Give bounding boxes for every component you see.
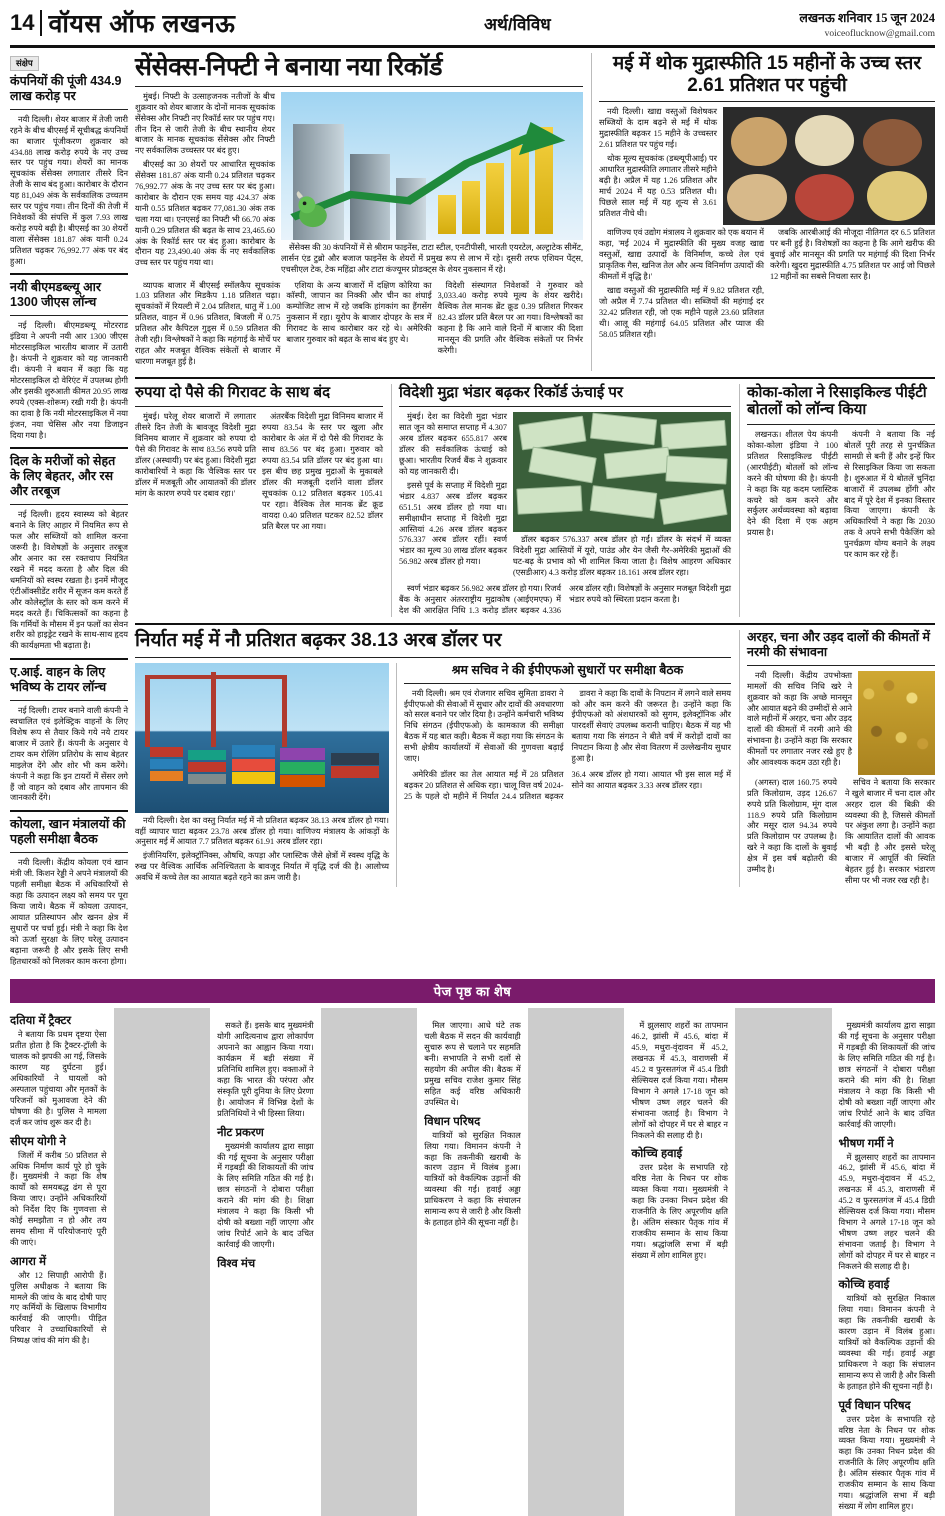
continuation-body: यात्रियों को सुरक्षित निकाल लिया गया। विमानन कंपनी ने कहा कि तकनीकी खराबी के कारण उड़ान में विलंब हुआ। यात्रियों को वैकल्पिक उड़ानों की व्यवस्था की गई। हवाई अड्डा प्राधिकरण ने कहा कि संचालन सामान्य रूप से जारी है और किसी के हताहत होने की सूचना नहीं है। xyxy=(424,1130,521,1227)
sidebar-heading: कोयला, खान मंत्रालयों की पहली समीक्षा बैठक xyxy=(10,817,126,847)
exports-col-0: नयी दिल्ली। देश का वस्तु निर्यात मई में नौ प्रतिशत बढ़कर 38.13 अरब डॉलर हो गया। वहीं व्यापार घाटा बढ़कर 23.78 अरब डॉलर हो गया। वाणिज्य मंत्रालय के आंकड़ों के अनुसार मई में आयात 7.7 प्रतिशत बढ़कर 61.91 अरब डॉलर रहा। xyxy=(135,815,389,847)
inflation-col-4: जबकि आरबीआई की मौजूदा नीतिगत दर 6.5 प्रतिशत पर बनी हुई है। विशेषज्ञों का कहना है कि आगे खरीफ की बुवाई और मानसून की प्रगति पर महंगाई की दिशा निर्भर करेगी। खुदरा मुद्रास्फीति 4.75 प्रतिशत पर आई जो पिछले 12 महीनों का सबसे निचला स्तर है। xyxy=(770,228,935,282)
continuation-heading: नीट प्रकरण xyxy=(217,1126,264,1139)
cocacola-headline: कोका-कोला ने रिसाइकिल्ड पीईटी बोतलों को लॉन्च किया xyxy=(747,383,927,419)
inflation-col-1: थोक मूल्य सूचकांक (डब्ल्यूपीआई) पर आधारित मुद्रास्फीति लगातार तीसरे महीने बढ़ी है। अप्रैल में यह 1.26 प्रतिशत और मार्च 2024 में यह 0.53 प्रतिशत थी। पिछले साल मई में यह शून्य से 3.61 प्रतिशत नीचे थी। xyxy=(599,154,717,218)
forex-headline: विदेशी मुद्रा भंडार बढ़कर रिकॉर्ड ऊंचाई पर xyxy=(399,383,624,401)
continuation-heading: सीएम योगी ने xyxy=(10,1135,66,1148)
dal-col-2: सचिव ने बताया कि सरकार ने खुले बाजार में चना दाल और अरहर दाल की बिक्री की व्यवस्था की है, जिससे कीमतों पर अंकुश लगा है। उन्होंने कहा कि आयातित दालों की आवक भी बढ़ी है और इससे घरेलू बाजार में आपूर्ति की स्थिति बेहतर हुई है। सरकार भंडारण सीमा पर भी नजर रख रही है। xyxy=(845,777,935,885)
inflation-col-0: नयी दिल्ली। खाद्य वस्तुओं विशेषकर सब्जियों के दाम बढ़ने से मई में थोक मुद्रास्फीति बढ़कर 15 महीने के उच्चस्तर 2.61 प्रतिशत पर पहुंच गई। xyxy=(599,107,717,150)
rupee-col-0: मुंबई। घरेलू शेयर बाजारों में लगातार तीसरे दिन तेजी के बावजूद विदेशी मुद्रा विनिमय बाजार में शुक्रवार को रुपया दो पैसे की गिरावट के साथ 83.56 रुपये प्रति डॉलर (अस्थायी) पर बंद हुआ। विदेशी मुद्रा कारोबारियों ने कहा कि 'वैश्विक स्तर पर डॉलर में मजबूती और आयातकों की डॉलर मांग के कारण रुपये पर दबाव रहा।' xyxy=(135,412,256,498)
continuation-heading: विधान परिषद xyxy=(424,1115,481,1128)
sidebar-item-0 xyxy=(10,74,128,268)
forex-col-0: मुंबई। देश का विदेशी मुद्रा भंडार सात जून को समाप्त सप्ताह में 4.307 अरब डॉलर बढ़कर 655.817 अरब डॉलर की सर्वकालिक ऊंचाई को छूआ। भारतीय रिजर्व बैंक ने शुक्रवार को यह जानकारी दी। xyxy=(399,412,507,476)
page-number: 14 xyxy=(10,10,35,35)
exports-story xyxy=(135,630,731,887)
masthead-right xyxy=(799,6,935,41)
forex-story xyxy=(391,384,731,617)
continuation-body: जिलों में करीब 50 प्रतिशत से अधिक निर्माण कार्य पूरे हो चुके हैं। मुख्यमंत्री ने कहा कि शेष कार्यों को समयबद्ध ढंग से पूरा किया जाए। उन्होंने अधिकारियों को निर्देश दिए कि गुणवत्ता से कोई समझौता न हो और तय समय सीमा में परियोजनाएं पूरी की जाएं। xyxy=(10,1150,107,1247)
continuation-band: पेज पृष्ठ का शेष xyxy=(10,979,935,1003)
lead-headline: सेंसेक्स-निफ्टी ने बनाया नया रिकॉर्ड xyxy=(135,52,443,81)
pulses-photo xyxy=(723,107,935,225)
email-address: voiceoflucknow@gmail.com xyxy=(824,28,935,39)
continuation-body: उत्तर प्रदेश के सभापति रहे वरिष्ठ नेता के निधन पर शोक व्यक्त किया गया। मुख्यमंत्री ने कहा कि उनका निधन प्रदेश की राजनीति के लिए अपूरणीय क्षति है। अंतिम संस्कार पैतृक गांव में राजकीय सम्मान के साथ किया गया। श्रद्धांजलि सभा में बड़ी संख्या में लोग शामिल हुए। xyxy=(838,1414,936,1511)
epfo-col-0: नयी दिल्ली। श्रम एवं रोजगार सचिव सुमिता डावरा ने ईपीएफओ की सेवाओं में सुधार और दावों की अवधारणा को सरल बनाने पर जोर दिया है। उन्होंने कर्मचारी भविष्य निधि संगठन (ईपीएफओ) के कामकाज की समीक्षा बैठक में यह बात कही। बैठक में कहा गया कि संगठन के सभी क्षेत्रीय कार्यालयों में सेवाओं की गुणवत्ता बढ़ाई जाए। xyxy=(404,688,564,764)
sidebar-heading: दिल के मरीजों को सेहत के लिए बेहतर, और रस और तरबूज xyxy=(10,454,116,499)
dal-col-0: नयी दिल्ली। केंद्रीय उपभोक्ता मामलों की सचिव निधि खरे ने शुक्रवार को कहा कि अच्छे मानसून और आयात बढ़ने की उम्मीदों से आने वाले महीनों में अरहर, चना और उड़द दालों की कीमतों में नरमी आने की संभावना है। उन्होंने कहा कि सरकार कीमतों पर लगातार नजर रखे हुए है और आवश्यक कदम उठा रही है। xyxy=(747,670,853,768)
sidebar-item-4 xyxy=(10,817,128,967)
cocacola-col-0: लखनऊ। शीतल पेय कंपनी कोका-कोला इंडिया ने 100 प्रतिशत रिसाइकिल्ड पीईटी (आरपीईटी) बोतलों को लॉन्च करने की घोषणा की है। कंपनी ने कहा कि यह कदम प्लास्टिक कचरे को कम करने और सर्कुलर अर्थव्यवस्था को बढ़ावा देने की दिशा में एक अहम प्रयास है। xyxy=(747,430,838,538)
sidebar-column xyxy=(10,53,128,974)
continuation-body: यात्रियों को सुरक्षित निकाल लिया गया। विमानन कंपनी ने कहा कि तकनीकी खराबी के कारण उड़ान में विलंब हुआ। यात्रियों को वैकल्पिक उड़ानों की व्यवस्था की गई। हवाई अड्डा प्राधिकरण ने कहा कि संचालन सामान्य रूप से जारी है और किसी के हताहत होने की सूचना नहीं है। xyxy=(838,1294,936,1391)
continuation-heading: आगरा में xyxy=(10,1255,46,1268)
section-title: अर्थ/विविध xyxy=(484,15,551,34)
rupee-col-1: अंतरबैंक विदेशी मुद्रा विनिमय बाजार में रुपया 83.54 के स्तर पर खुला और कारोबार के अंत में दो पैसे की गिरावट के साथ 83.56 पर बंद हुआ। गुरुवार को रुपया 83.54 प्रति डॉलर पर बंद हुआ था। इस बीच छह प्रमुख मुद्राओं के मुकाबले डॉलर की मजबूती दर्शाने वाला डॉलर सूचकांक 0.12 प्रतिशत बढ़कर 105.41 पर रहा। वैश्विक तेल मानक ब्रेंट क्रूड वायदा 0.40 प्रतिशत घटकर 82.52 डॉलर प्रति बैरल पर आ गया। xyxy=(262,412,383,531)
container-port-photo xyxy=(135,663,389,813)
continuation-heading: कोच्चि हवाई xyxy=(631,1148,683,1161)
forex-col-1: इससे पूर्व के सप्ताह में विदेशी मुद्रा भंडार 4.837 अरब डॉलर बढ़कर 651.51 अरब डॉलर हो गया था। समीक्षाधीन सप्ताह में विदेशी मुद्रा आस्तियां 4.26 अरब डॉलर बढ़कर 576.337 अरब डॉलर रहीं। स्वर्ण भंडार का मूल्य 30 लाख डॉलर बढ़कर 56.982 अरब डॉलर हो गया। xyxy=(399,480,507,567)
cocacola-story xyxy=(739,384,935,617)
lead-col-5: विदेशी संस्थागत निवेशकों ने गुरुवार को 3,033.40 करोड़ रुपये मूल्य के शेयर खरीदे। वैश्विक तेल मानक ब्रेंट क्रूड 0.39 प्रतिशत गिरकर 82.43 डॉलर प्रति बैरल पर आ गया। विश्लेषकों का कहना है कि आने वाले दिनों में बाजार की दिशा मानसून की प्रगति और वैश्विक संकेतों पर निर्भर करेगी। xyxy=(437,280,583,355)
paper-title: वॉयस ऑफ लखनऊ xyxy=(48,10,236,38)
cocacola-col-1: कंपनी ने बताया कि नई बोतलें पूरी तरह से पुनर्चक्रित सामग्री से बनी हैं और इन्हें फिर से रिसाइकिल किया जा सकता है। शुरुआत में ये बोतलें चुनिंदा बाजारों में उपलब्ध होंगी और बाद में पूरे देश में इनका विस्तार किया जाएगा। कंपनी के अधिकारियों ने कहा कि 2030 तक वे अपने सभी पैकेजिंग को पुनर्चक्रण योग्य बनाने के लक्ष्य पर काम कर रहे हैं। xyxy=(844,430,935,560)
forex-col-2: डॉलर बढ़कर 576.337 अरब डॉलर हो गईं। डॉलर के संदर्भ में व्यक्त विदेशी मुद्रा आस्तियों में यूरो, पाउंड और येन जैसी गैर-अमेरिकी मुद्राओं की घट-बढ़ के प्रभाव को भी शामिल किया जाता है। विशेष आहरण अधिकार (एसडीआर) 4.3 करोड़ डॉलर बढ़कर 18.161 अरब डॉलर रहा। xyxy=(513,535,731,578)
sidebar-item-1 xyxy=(10,280,128,441)
lead-col-4: एशिया के अन्य बाजारों में दक्षिण कोरिया का कॉस्पी, जापान का निक्की और चीन का शंघाई कम्पोजिट लाभ में रहे जबकि हांगकांग का हैंगसेंग नुकसान में रहा। यूरोप के बाजार दोपहर के सत्र में गिरावट के साथ कारोबार कर रहे थे। अमेरिकी बाजार गुरुवार को बढ़त के साथ बंद हुए थे। xyxy=(286,280,432,345)
epfo-col-1: डावरा ने कहा कि दावों के निपटान में लगने वाले समय को और कम करने की जरूरत है। उन्होंने कहा कि ईपीएफओ को अंशधारकों को सुगम, इलेक्ट्रॉनिक और पारदर्शी सेवाएं उपलब्ध करानी चाहिए। बैठक में यह भी बताया गया कि संगठन ने बीते वर्ष में करोड़ों दावों का निपटान किया है और सेवा वितरण में उल्लेखनीय सुधार हुआ है। xyxy=(571,688,731,764)
masthead-left xyxy=(10,6,235,40)
continuation-area xyxy=(10,1008,935,1515)
sidebar-body: नई दिल्ली। टायर बनाने वाली कंपनी ने स्वचालित एवं इलेक्ट्रिक वाहनों के लिए विशेष रूप से तैयार किये गये नये टायर बाजार में उतारे हैं। कंपनी के अनुसार ये टायर कम रोलिंग प्रतिरोध के साथ बेहतर माइलेज देंगे और शोर भी कम करेंगे। कंपनी ने कहा कि इन टायरों में सेंसर लगे हैं जो वाहन को दबाव और तापमान की जानकारी देंगे। xyxy=(10,706,128,803)
continuation-body: मिल जाएगा। आधे घंटे तक चली बैठक में सदन की कार्यवाही सुचारु रूप से चलाने पर सहमति बनी। सभापति ने सभी दलों से सहयोग की अपील की। बैठक में प्रमुख सचिव राजेश कुमार सिंह सहित कई वरिष्ठ अधिकारी उपस्थित थे। xyxy=(424,1021,521,1107)
continuation-heading: भीषण गर्मी ने xyxy=(838,1137,894,1150)
continuation-body: ने बताया कि प्रथम दृष्टया ऐसा प्रतीत होता है कि ट्रैक्टर-ट्रॉली के चालक को झपकी आ गई, जिसके कारण यह दुर्घटना हुई। अधिकारियों ने घायलों को अस्पताल पहुंचाया और मृतकों के परिजनों को मुआवजा देने की घोषणा की है। पुलिस ने मामला दर्ज कर जांच शुरू कर दी है। xyxy=(10,1030,107,1127)
epfo-headline: श्रम सचिव ने की ईपीएफओ सुधारों पर समीक्षा बैठक xyxy=(451,662,684,677)
continuation-body: मुख्यमंत्री कार्यालय द्वारा साझा की गई सूचना के अनुसार परीक्षा में गड़बड़ी की शिकायतों की जांच के लिए समिति गठित की गई है। छात्र संगठनों ने दोबारा परीक्षा कराने की मांग की है। शिक्षा मंत्रालय ने कहा कि किसी भी दोषी को बख्शा नहीं जाएगा और जांच रिपोर्ट आने के बाद उचित कार्रवाई की जाएगी। xyxy=(838,1021,936,1129)
masthead-divider xyxy=(40,10,42,36)
dal-headline: अरहर, चना और उड़द दालों की कीमतों में नरमी की संभावना xyxy=(747,629,930,659)
sidebar-heading: ए.आई. वाहन के लिए भविष्य के टायर लॉन्च xyxy=(10,665,107,695)
rupee-headline: रुपया दो पैसे की गिरावट के साथ बंद xyxy=(135,383,331,401)
continuation-body: और 12 सिपाही आरोपी हैं। पुलिस अधीक्षक ने बताया कि मामले की जांच के बाद दोषी पाए गए कर्मियों के खिलाफ विभागीय कार्रवाई की जाएगी। पीड़ित परिवार ने उच्चाधिकारियों से निष्पक्ष जांच की मांग की है। xyxy=(10,1270,107,1346)
continuation-heading: दतिया में ट्रैक्टर xyxy=(10,1015,72,1028)
epfo-story xyxy=(396,663,731,887)
sidebar-heading: नयी बीएमडब्ल्यू आर 1300 जीएस लॉन्च xyxy=(10,280,102,310)
currency-notes-photo xyxy=(513,412,731,532)
sidebar-item-3 xyxy=(10,665,128,804)
main-column xyxy=(135,53,935,974)
inflation-col-2: वाणिज्य एवं उद्योग मंत्रालय ने शुक्रवार को एक बयान में कहा, 'मई 2024 में मुद्रास्फीति की मुख्य वजह खाद्य वस्तुओं, खाद्य उत्पादों के विनिर्माण, कच्चे तेल एवं प्राकृतिक गैस, खनिज तेल और अन्य विनिर्माण उत्पादों की कीमतों में वृद्धि है।' xyxy=(599,228,764,282)
exports-col-2: अमेरिकी डॉलर का तेल आयात मई में 28 प्रतिशत बढ़कर 20 प्रतिशत से अधिक रहा। चालू वित्त वर्ष 2024-25 के पहले दो महीने में निर्यात 24.4 प्रतिशत बढ़कर 36.4 अरब डॉलर हो गया। आयात भी इस साल मई में सोने का आयात बढ़कर 3.33 अरब डॉलर रहा। xyxy=(404,769,731,801)
sidebar-body: नई दिल्ली। हृदय स्वास्थ्य को बेहतर बनाने के लिए आहार में नियमित रूप से फल और सब्जियों को शामिल करना जरूरी है। विशेषज्ञों के अनुसार तरबूज और अनार का रस रक्तचाप नियंत्रित रखने में मदद करता है और दिल की धमनियों को स्वस्थ रखता है। इनमें मौजूद एंटीऑक्सीडेंट शरीर में सूजन कम करते हैं और कोलेस्ट्रॉल के स्तर को कम करने में मदद करते हैं। चिकित्सकों का कहना है कि गर्मियों के मौसम में इन फलों का सेवन शरीर को हाइड्रेट रखने के साथ-साथ हृदय की कार्यक्षमता भी बढ़ाता है। xyxy=(10,510,128,651)
continuation-body: सकते हैं। इसके बाद मुख्यमंत्री योगी आदित्यनाथ द्वारा लोकार्पण अपनाने का आह्वान किया गया। कार्यक्रम में बड़ी संख्या में प्रतिनिधि शामिल हुए। वक्ताओं ने कहा कि भारत की परंपरा और संस्कृति पूरी दुनिया के लिए प्रेरणा है। आयोजन में विभिन्न देशों के प्रतिनिधियों ने भी हिस्सा लिया। xyxy=(217,1021,314,1118)
lead-col-2: सेंसेक्स की 30 कंपनियों में से श्रीराम फाइनेंस, टाटा स्टील, एनटीपीसी, भारती एयरटेल, अल्ट्राटेक सीमेंट, लार्सन एंड टुब्रो और बजाज फाइनेंस के शेयरों में प्रमुख रूप से लाभ में रहे। दूसरी तरफ एशियन पेंट्स, एचसीएल टेक, टेक महिंद्रा और टाटा कंज्यूमर प्रोडक्ट्स के शेयर नुकसान में रहे। xyxy=(281,242,583,274)
sidebar-body: नयी दिल्ली। केंद्रीय कोयला एवं खान मंत्री जी. किशन रेड्डी ने अपने मंत्रालयों की पहली समीक्षा बैठक में अधिकारियों से कहा कि उत्पादन लक्ष्य को समय पर पूरा किया जाये। बैठक में कोयला उत्पादन, आयात प्रतिस्थापन और खनन क्षेत्र में सुधारों पर चर्चा हुई। मंत्री ने कहा कि देश को ऊर्जा सुरक्षा के लिए घरेलू उत्पादन बढ़ाना जरूरी है और इसके लिए सभी हितधारकों को मिलकर काम करना होगा। xyxy=(10,858,128,966)
continuation-column-1 xyxy=(10,1008,107,1515)
continuation-body: मुख्यमंत्री कार्यालय द्वारा साझा की गई सूचना के अनुसार परीक्षा में गड़बड़ी की शिकायतों की जांच के लिए समिति गठित की गई है। छात्र संगठनों ने दोबारा परीक्षा कराने की मांग की है। शिक्षा मंत्रालय ने कहा कि किसी भी दोषी को बख्शा नहीं जाएगा और जांच रिपोर्ट आने के बाद उचित कार्रवाई की जाएगी। xyxy=(217,1141,314,1249)
sidebar-body: नयी दिल्ली। शेयर बाजार में तेजी जारी रहने के बीच बीएसई में सूचीबद्ध कंपनियों का बाजार पूंजीकरण शुक्रवार को 434.88 लाख करोड़ रुपये के नए उच्च स्तर पर पहुंच गया। शेयरों का मानक सूचकांक सेंसेक्स लगातार तीसरे दिन तेजी के साथ बंद हुआ। कारोबार के दौरान यह 81,049 अंक के सर्वकालिक उच्चतम स्तर पर पहुंच गया। तीन दिनों की तेजी में निवेशकों की संपत्ति में कुल 7.93 लाख करोड़ रुपये बढ़ी है। बीएसई का 30 शेयरों वाला सेंसेक्स 181.87 अंक यानी 0.24 प्रतिशत चढ़कर 76,992.77 अंक पर बंद हुआ। xyxy=(10,114,128,266)
continuation-body: में झुलसाए शहरों का तापमान 46.2, झांसी में 45.6, बांदा में 45.9, मथुरा-वृंदावन में 45.2, लखनऊ में 45.3, वाराणसी में 45.2 व फुरसतगंज में 45.4 डिग्री सेल्सियस दर्ज किया गया। मौसम विभाग ने अगले 17-18 जून को भीषण उष्ण लहर चलने की संभावना जताई है। विभाग ने लोगों को दोपहर में घर से बाहर न निकलने की सलाह दी है। xyxy=(631,1021,728,1140)
dal-col-1: (अगस्त) दाल 160.75 रुपये प्रति किलोग्राम, उड़द 126.67 रुपये प्रति किलोग्राम, मूंग दाल 118.9 रुपये प्रति किलोग्राम और मसूर दाल 94.34 रुपये प्रति किलोग्राम पर उपलब्ध है। खरे ने कहा कि दालों के बुवाई क्षेत्र में इस वर्ष बढ़ोतरी की उम्मीद है। xyxy=(747,777,837,875)
continuation-column-3 xyxy=(424,1008,521,1515)
continuation-column-5 xyxy=(839,1008,936,1515)
lead-story xyxy=(135,53,583,371)
lead-col-3: व्यापक बाजार में बीएसई स्मॉलकैप सूचकांक 1.03 प्रतिशत और मिडकैप 1.18 प्रतिशत चढ़ा। सूचकांकों में रियल्टी में 2.04 प्रतिशत, धातु में 1.00 प्रतिशत, वाहन में 0.96 प्रतिशत, बिजली में 0.75 प्रतिशत और कैपिटल गुड्स में 0.59 प्रतिशत की तेजी रही। विश्लेषकों ने कहा कि महंगाई के मोर्चे पर राहत और मजबूत वैश्विक संकेतों से बाजार में धारणा मजबूत हुई है। xyxy=(135,280,281,366)
continuation-column-2 xyxy=(217,1008,314,1515)
forex-col-3: स्वर्ण भंडार बढ़कर 56.982 अरब डॉलर हो गया। रिजर्व बैंक के अनुसार अंतरराष्ट्रीय मुद्राकोष (आईएमएफ) में देश की आरक्षित निधि 1.3 करोड़ डॉलर बढ़कर 4.336 अरब डॉलर रही। विशेषज्ञों के अनुसार मजबूत विदेशी मुद्रा भंडार रुपये को स्थिरता प्रदान करता है। xyxy=(399,584,731,615)
rupee-story xyxy=(135,384,383,617)
inflation-col-3: खाद्य वस्तुओं की मुद्रास्फीति मई में 9.82 प्रतिशत रही, जो अप्रैल में 7.74 प्रतिशत थी। सब्जियों की महंगाई दर 32.42 प्रतिशत रही, जो एक महीने पहले 23.60 प्रतिशत थी। आलू की महंगाई 64.05 प्रतिशत और प्याज की 58.05 प्रतिशत रही। xyxy=(599,286,764,339)
sidebar-heading: कंपनियों की पूंजी 434.9 लाख करोड़ पर xyxy=(10,73,122,103)
continuation-heading: कोच्चि हवाई xyxy=(838,1279,890,1292)
dal-story xyxy=(739,630,935,887)
sidebar-item-2 xyxy=(10,454,128,652)
sensex-chart-illustration xyxy=(281,92,583,240)
page-body xyxy=(10,53,935,974)
bull-mascot-icon xyxy=(290,188,336,234)
date-line: लखनऊ शनिवार 15 जून 2024 xyxy=(799,11,935,25)
exports-col-1: इंजीनियरिंग, इलेक्ट्रॉनिक्स, औषधि, कपड़ा और प्लास्टिक जैसे क्षेत्रों में स्वस्थ वृद्धि के रुख पर वैश्विक आर्थिक अनिश्चितता के बावजूद निर्यात में वृद्धि दर्ज की है। आलोच्य अवधि में कच्चे तेल का आयात बढ़ते रहने का क्रम जारी है। xyxy=(135,851,389,883)
inflation-story xyxy=(591,53,935,371)
sidebar-label: संक्षेप xyxy=(10,56,39,71)
masthead xyxy=(10,6,935,48)
continuation-heading: पूर्व विधान परिषद xyxy=(838,1399,911,1412)
exports-headline: निर्यात मई में नौ प्रतिशत बढ़कर 38.13 अरब डॉलर पर xyxy=(135,629,502,651)
continuation-body: उत्तर प्रदेश के सभापति रहे वरिष्ठ नेता के निधन पर शोक व्यक्त किया गया। मुख्यमंत्री ने कहा कि उनका निधन प्रदेश की राजनीति के लिए अपूरणीय क्षति है। अंतिम संस्कार पैतृक गांव में राजकीय सम्मान के साथ किया गया। श्रद्धांजलि सभा में बड़ी संख्या में लोग शामिल हुए। xyxy=(631,1163,728,1260)
lead-col-0: मुंबई। निफ्टी के उत्साहजनक नतीजों के बीच शुक्रवार को शेयर बाजार के दोनों मानक सूचकांक सेंसेक्स और निफ्टी नए रिकॉर्ड स्तर पर पहुंच गए। तीन दिन से जारी तेजी के बीच स्थानीय शेयर बाजार के मानक सूचकांक सेंसेक्स और निफ्टी नए सर्वकालिक उच्चस्तर पर बंद हुए। xyxy=(135,91,275,156)
continuation-column-4 xyxy=(631,1008,728,1515)
inflation-headline: मई में थोक मुद्रास्फीति 15 महीनों के उच्च स्तर 2.61 प्रतिशत पर पहुंची xyxy=(612,52,922,96)
pulses-grain-photo xyxy=(858,671,935,775)
continuation-body: में झुलसाए शहरों का तापमान 46.2, झांसी में 45.6, बांदा में 45.9, मथुरा-वृंदावन में 45.2, लखनऊ में 45.3, वाराणसी में 45.2 व फुरसतगंज में 45.4 डिग्री सेल्सियस दर्ज किया गया। मौसम विभाग ने अगले 17-18 जून को भीषण उष्ण लहर चलने की संभावना जताई है। विभाग ने लोगों को दोपहर में घर से बाहर न निकलने की सलाह दी है। xyxy=(838,1152,936,1271)
continuation-heading: विश्व मंच xyxy=(217,1257,256,1270)
sidebar-body: नई दिल्ली। बीएमडब्ल्यू मोटरराड इंडिया ने अपनी नयी आर 1300 जीएस मोटरसाइकिल भारतीय बाजार में उतारी है। कंपनी ने शुक्रवार को यह जानकारी दी। कंपनी ने बयान में कहा कि यह मोटरसाइकिल दो वेरिएंट में उपलब्ध होगी और इसकी शुरुआती कीमत 20.95 लाख रुपये (एक्स-शोरूम) रखी गयी है। कंपनी का दावा है कि नयी मोटरसाइकिल में नया इंजन, नया चेसिस और नया डिजाइन दिया गया है। xyxy=(10,321,128,440)
lead-col-1: बीएसई का 30 शेयरों पर आधारित सूचकांक सेंसेक्स 181.87 अंक यानी 0.24 प्रतिशत चढ़कर 76,992.77 अंक के नए उच्च स्तर पर बंद हुआ। कारोबार के दौरान एक समय यह 424.37 अंक यानी 0.55 प्रतिशत बढ़कर 77,081.30 अंक तक चला गया था। एनएसई का निफ्टी भी 66.70 अंक यानी 0.29 प्रतिशत की बढ़त के साथ 23,465.60 अंक के रिकॉर्ड स्तर पर बंद हुआ। कारोबार के दौरान यह 23,490.40 अंक के नए सर्वकालिक उच्च स्तर पर पहुंच गया था। xyxy=(135,160,275,268)
